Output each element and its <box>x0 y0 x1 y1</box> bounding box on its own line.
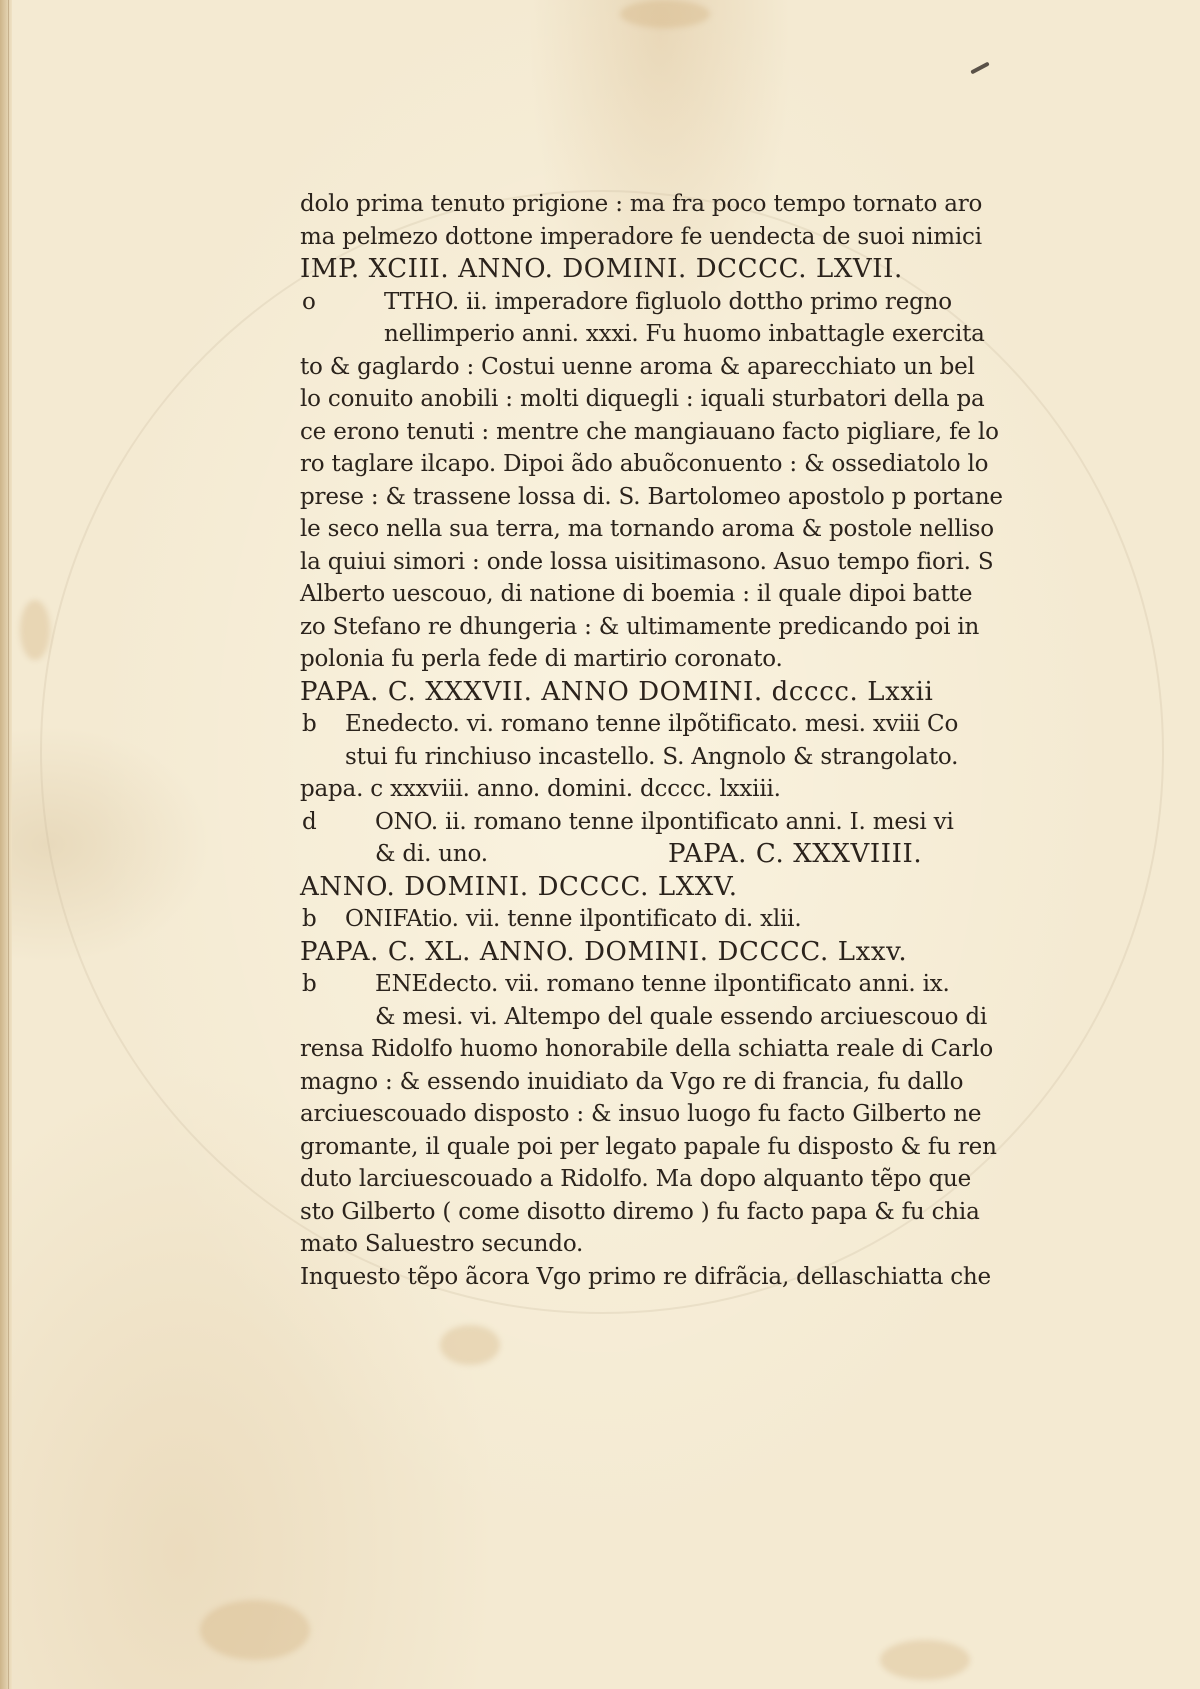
text-line: & mesi. vi. Altempo del quale essendo arciuescouo di <box>375 1003 988 1030</box>
text-line-body: Enedecto. vi. romano tenne ilpõtificato. mesi. xviii Co <box>345 711 959 737</box>
text-line: zo Stefano re dhungeria : & ultimamente predicando poi in <box>300 613 980 640</box>
guide-letter: o <box>302 288 316 315</box>
text-line: prese : & trassene lossa di. S. Bartolomeo apostolo p portane <box>300 483 1003 510</box>
text-line <box>300 286 1010 319</box>
section-heading: IMP. XCIII. ANNO. DOMINI. DCCCC. LXVII. <box>300 254 903 284</box>
text-line: lo conuito anobili : molti diquegli : iquali sturbatori della pa <box>300 386 985 412</box>
section-heading: papa. c xxxviii. anno. domini. dcccc. lxxiii. <box>300 776 781 802</box>
text-line-body: ONIFAtio. vii. tenne ilpontificato di. xlii. <box>345 906 802 932</box>
text-line: ro taglare ilcapo. Dipoi ãdo abuõconuento : & ossediatolo lo <box>300 451 989 477</box>
text-line <box>300 968 1010 1001</box>
text-line: la quiui simori : onde lossa uisitimasono. Asuo tempo fiori. S <box>300 548 994 575</box>
text-line: polonia fu perla fede di martirio coronato. <box>300 646 783 672</box>
paper-stain <box>200 1600 310 1660</box>
text-line: to & gaglardo : Costui uenne aroma & aparecchiato un bel <box>300 353 975 380</box>
text-line <box>300 838 1010 871</box>
guide-letter: b <box>302 971 317 997</box>
guide-letter: d <box>302 808 317 835</box>
paper-stain <box>880 1640 970 1680</box>
text-line: ce erono tenuti : mentre che mangiauano facto pigliare, fe lo <box>300 418 999 445</box>
section-heading: ANNO. DOMINI. DCCCC. LXXV. <box>300 871 738 902</box>
text-line <box>300 708 1010 741</box>
paper-stain <box>20 600 50 660</box>
page-left-edge <box>0 0 12 1689</box>
text-line-body: & di. uno. <box>375 841 488 867</box>
text-line: rensa Ridolfo huomo honorabile della schiatta reale di Carlo <box>300 1036 993 1062</box>
text-line: sto Gilberto ( come disotto diremo ) fu facto papa & fu chia <box>300 1198 980 1225</box>
section-heading: PAPA. C. XXXVII. ANNO DOMINI. dcccc. Lxxii <box>300 676 934 707</box>
text-line: stui fu rinchiuso incastello. S. Angnolo & strangolato. <box>345 743 959 770</box>
text-line-body: ENEdecto. vii. romano tenne ilpontificato anni. ix. <box>375 971 950 997</box>
paper-stain <box>440 1325 500 1365</box>
text-line: nellimperio anni. xxxi. Fu huomo inbattagle exercita <box>384 321 985 347</box>
section-heading: PAPA. C. XL. ANNO. DOMINI. DCCCC. Lxxv. <box>300 936 908 967</box>
text-line-body: TTHO. ii. imperadore figluolo dottho primo regno <box>384 288 952 315</box>
text-line: Inquesto tẽpo ãcora Vgo primo re difrãcia, dellaschiatta che <box>300 1263 991 1290</box>
text-line: mato Saluestro secundo. <box>300 1231 584 1257</box>
text-line: ma pelmezo dottone imperadore fe uendecta de suoi nimici <box>300 223 982 250</box>
text-line: arciuescouado disposto : & insuo luogo fu facto Gilberto ne <box>300 1101 982 1127</box>
text-block <box>300 188 1010 1293</box>
text-line: magno : & essendo inuidiato da Vgo re di francia, fu dallo <box>300 1068 964 1095</box>
text-line-body: ONO. ii. romano tenne ilpontificato anni. I. mesi vi <box>375 808 954 835</box>
text-line: dolo prima tenuto prigione : ma fra poco tempo tornato aro <box>300 191 983 217</box>
guide-letter: b <box>302 906 317 932</box>
text-line: gromante, il quale poi per legato papale fu disposto & fu ren <box>300 1133 997 1160</box>
pencil-mark <box>970 62 990 75</box>
page-fold-line <box>8 0 9 1689</box>
text-line: le seco nella sua terra, ma tornando aroma & postole nelliso <box>300 516 994 542</box>
text-line: Alberto uescouo, di natione di boemia : il quale dipoi batte <box>300 581 973 607</box>
text-line <box>300 806 1010 839</box>
guide-letter: b <box>302 711 317 737</box>
section-heading: PAPA. C. XXXVIIII. <box>668 839 923 869</box>
paper-stain <box>620 0 710 28</box>
text-line: duto larciuescouado a Ridolfo. Ma dopo alquanto tẽpo que <box>300 1166 972 1192</box>
text-line <box>300 903 1010 936</box>
